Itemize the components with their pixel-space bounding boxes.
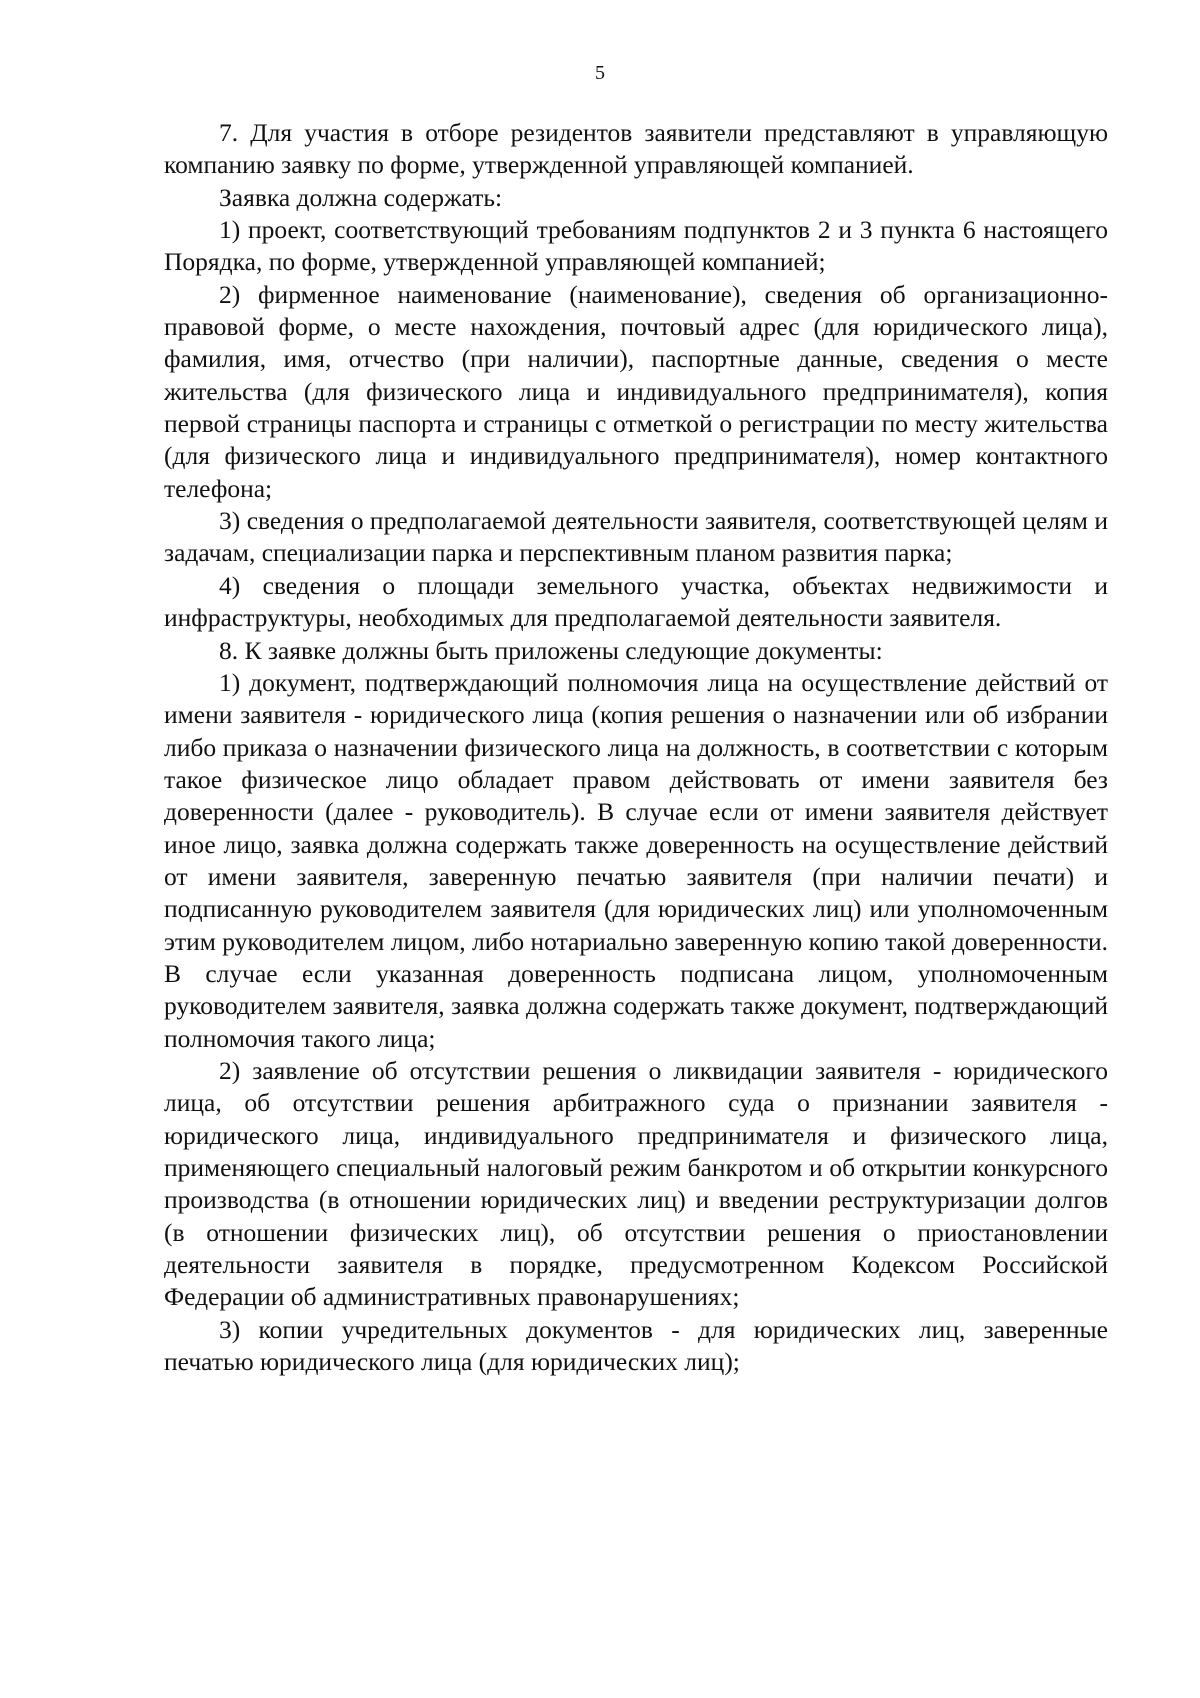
paragraph-attachment-2-statement: 2) заявление об отсутствии решения о ликвидации заявителя - юридического лица, об отсутствии решения арбитражного суда о признании заявителя - юридического лица, индивидуального предпринимателя и физического лица, применяющего специальный налоговый режим банкротом и об открытии конкурсного производства (в отношении юридических лиц) и введении реструктуризации долгов (в отношении физических лиц), об отсутствии решения о приостановлении деятельности заявителя в порядке, предусмотренном Кодексом Российской Федерации об административных правонарушениях; — [164, 1055, 1108, 1312]
paragraph-item-4-land-info: 4) сведения о площади земельного участка, объектах недвижимости и инфраструктуры, необходимых для предполагаемой деятельности заявителя. — [164, 570, 1108, 633]
paragraph-attachment-1-authority-document: 1) документ, подтверждающий полномочия лица на осуществление действий от имени заявителя - юридического лица (копия решения о назначении или об избрании либо приказа о назначении физического лица на должность, в соответствии с которым такое физическое лицо обладает правом действовать от имени заявителя без доверенности (далее - руководитель). В случае если от имени заявителя действует иное лицо, заявка должна содержать также доверенность на осуществление действий от имени заявителя, заверенную печатью заявителя (при наличии печати) и подписанную руководителем заявителя (для юридических лиц) или уполномоченным этим руководителем лицом, либо нотариально заверенную копию такой доверенности. В случае если указанная доверенность подписана лицом, уполномоченным руководителем заявителя, заявка должна содержать также документ, подтверждающий полномочия такого лица; — [164, 667, 1108, 1053]
page-number: 5 — [595, 62, 605, 84]
paragraph-8-attachments-heading: 8. К заявке должны быть приложены следующие документы: — [219, 635, 883, 665]
paragraph-item-3-activity-info: 3) сведения о предполагаемой деятельности заявителя, соответствующей целям и задачам, специализации парка и перспективным планом развития парка; — [164, 506, 1108, 568]
paragraph-application-contents-heading: Заявка должна содержать: — [219, 182, 503, 212]
document-body — [164, 117, 1108, 1378]
paragraph-item-1-project: 1) проект, соответствующий требованиям подпунктов 2 и 3 пункта 6 настоящего Порядка, по форме, утвержденной управляющей компанией; — [164, 215, 1108, 277]
paragraph-item-2-applicant-details: 2) фирменное наименование (наименование), сведения об организационно-правовой форме, о месте нахождения, почтовый адрес (для юридического лица), фамилия, имя, отчество (при наличии), паспортные данные, сведения о месте жительства (для физического лица и индивидуального предпринимателя), копия первой страницы паспорта и страницы с отметкой о регистрации по месту жительства (для физического лица и индивидуального предпринимателя), номер контактного телефона; — [164, 279, 1108, 503]
paragraph-attachment-3-founding-documents: 3) копии учредительных документов - для юридических лиц, заверенные печатью юридического лица (для юридических лиц); — [164, 1314, 1108, 1377]
paragraph-7-intro: 7. Для участия в отборе резидентов заявители представляют в управляющую компанию заявку по форме, утвержденной управляющей компанией. — [164, 118, 1108, 180]
